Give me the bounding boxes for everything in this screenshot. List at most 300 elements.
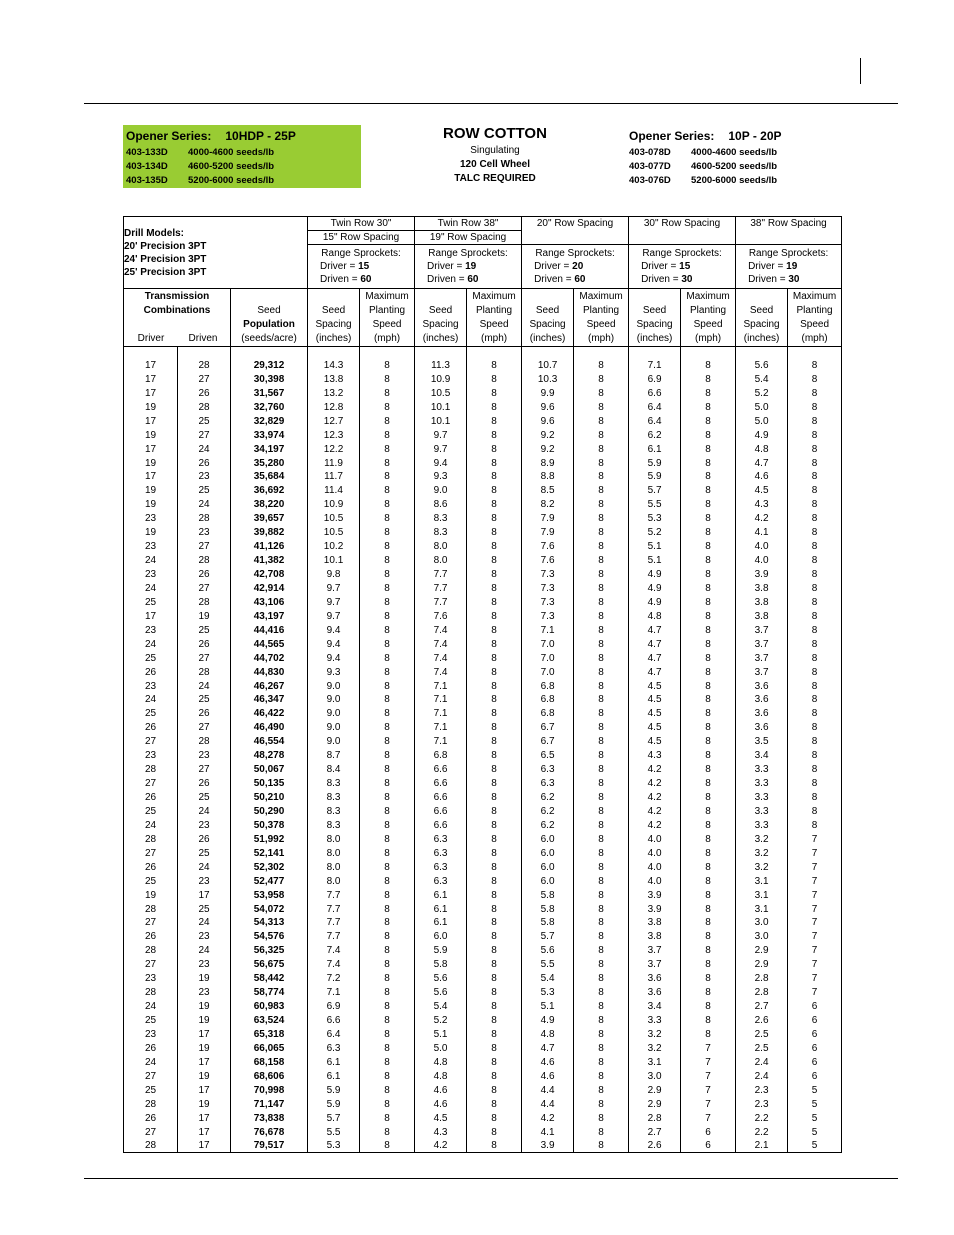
spacing-cell: 6.1 <box>629 442 681 456</box>
spacing-cell: 7.6 <box>522 540 574 554</box>
speed-cell: 8 <box>467 902 522 916</box>
spacing-cell: 10.9 <box>415 372 467 386</box>
spacing-cell: 4.5 <box>736 484 788 498</box>
speed-cell: 8 <box>788 554 842 568</box>
table-row <box>124 972 842 986</box>
driven-cell: 27 <box>178 763 231 777</box>
driven-cell: 19 <box>178 609 231 623</box>
spacing-cell: 6.2 <box>629 428 681 442</box>
speed-cell: 8 <box>788 818 842 832</box>
spacing-cell: 5.3 <box>629 512 681 526</box>
spacing-cell: 8.8 <box>522 470 574 484</box>
speed-cell: 8 <box>360 526 415 540</box>
driven-cell: 28 <box>178 359 231 373</box>
driven-cell: 24 <box>178 860 231 874</box>
table-row <box>124 1111 842 1125</box>
table-row <box>124 1083 842 1097</box>
spacing-cell: 11.7 <box>308 470 360 484</box>
driven-cell: 19 <box>178 972 231 986</box>
speed-cell: 8 <box>467 554 522 568</box>
table-row <box>124 791 842 805</box>
speed-cell: 8 <box>467 916 522 930</box>
spacing-label: Seed <box>428 305 453 316</box>
table-row <box>124 1069 842 1083</box>
speed-cell: 8 <box>360 1097 415 1111</box>
spacing-cell: 4.8 <box>736 442 788 456</box>
speed-cell: 7 <box>681 1041 736 1055</box>
meter-type: Singulating <box>470 145 520 156</box>
spacing-cell: 4.8 <box>415 1069 467 1083</box>
spacing-cell: 7.3 <box>522 582 574 596</box>
spacing-cell: 5.2 <box>629 526 681 540</box>
speed-header <box>360 289 415 347</box>
spacing-cell: 7.3 <box>522 609 574 623</box>
driver-cell: 25 <box>124 651 178 665</box>
population-cell: 46,490 <box>231 721 308 735</box>
spacing-cell: 4.2 <box>736 512 788 526</box>
spacing-cell: 3.3 <box>736 818 788 832</box>
population-cell: 54,072 <box>231 902 308 916</box>
speed-cell: 8 <box>467 721 522 735</box>
speed-cell: 8 <box>467 1055 522 1069</box>
seed-range: 5200-6000 seeds/lb <box>188 175 275 186</box>
spacing-cell: 7.7 <box>308 902 360 916</box>
speed-cell: 6 <box>681 1139 736 1153</box>
speed-cell: 8 <box>574 916 629 930</box>
speed-unit: (mph) <box>373 333 401 344</box>
speed-cell: 8 <box>681 805 736 819</box>
speed-cell: 8 <box>360 372 415 386</box>
table-row <box>124 874 842 888</box>
speed-cell: 8 <box>467 386 522 400</box>
speed-cell: 8 <box>574 1041 629 1055</box>
spacing-cell: 5.4 <box>415 1000 467 1014</box>
speed-cell: 8 <box>681 791 736 805</box>
speed-label: Planting <box>796 305 833 316</box>
speed-cell: 8 <box>574 930 629 944</box>
sprocket-label: Range Sprockets: <box>321 248 401 259</box>
population-cell: 46,554 <box>231 735 308 749</box>
table-row <box>124 721 842 735</box>
spacing-cell: 7.7 <box>308 916 360 930</box>
speed-cell: 8 <box>681 1028 736 1042</box>
spacing-header <box>522 289 574 347</box>
table-row <box>124 930 842 944</box>
speed-cell: 8 <box>467 609 522 623</box>
population-cell: 44,565 <box>231 637 308 651</box>
table-row <box>124 609 842 623</box>
speed-cell: 8 <box>467 637 522 651</box>
speed-cell: 8 <box>467 582 522 596</box>
spacing-cell: 2.4 <box>736 1055 788 1069</box>
table-row <box>124 888 842 902</box>
speed-cell: 8 <box>681 958 736 972</box>
spacing-cell: 6.6 <box>415 777 467 791</box>
driven-cell: 23 <box>178 930 231 944</box>
spacing-cell: 3.1 <box>736 902 788 916</box>
population-cell: 31,567 <box>231 386 308 400</box>
speed-cell: 7 <box>681 1097 736 1111</box>
speed-cell: 8 <box>681 623 736 637</box>
speed-cell: 8 <box>360 874 415 888</box>
spacing-cell: 6.1 <box>308 1055 360 1069</box>
spacing-cell: 7.9 <box>522 512 574 526</box>
part-number: 403-078D <box>629 147 671 158</box>
speed-cell: 8 <box>788 526 842 540</box>
table-body <box>124 359 842 1153</box>
population-cell: 41,382 <box>231 554 308 568</box>
table-row <box>124 1139 842 1153</box>
group-header: Twin Row 30" <box>308 217 415 231</box>
speed-cell: 8 <box>788 651 842 665</box>
speed-cell: 8 <box>574 595 629 609</box>
speed-cell: 8 <box>360 944 415 958</box>
driven-cell: 25 <box>178 623 231 637</box>
spacing-cell: 5.9 <box>629 470 681 484</box>
driven-column-label: Driven <box>188 333 218 344</box>
spacing-cell: 4.8 <box>522 1028 574 1042</box>
driver-cell: 17 <box>124 414 178 428</box>
table-row <box>124 484 842 498</box>
spacing-cell: 8.7 <box>308 749 360 763</box>
spacing-cell: 6.0 <box>522 874 574 888</box>
population-cell: 34,197 <box>231 442 308 456</box>
table-row <box>124 1028 842 1042</box>
driver-number: 20 <box>572 261 584 272</box>
population-cell: 43,197 <box>231 609 308 623</box>
spacing-cell: 9.0 <box>308 679 360 693</box>
speed-cell: 8 <box>788 749 842 763</box>
spacing-cell: 2.3 <box>736 1097 788 1111</box>
driver-cell: 28 <box>124 986 178 1000</box>
spacing-cell: 2.5 <box>736 1041 788 1055</box>
driven-cell: 28 <box>178 595 231 609</box>
population-cell: 66,065 <box>231 1041 308 1055</box>
population-cell: 35,280 <box>231 456 308 470</box>
driven-label: Driven = <box>427 274 465 285</box>
spacing-cell: 6.5 <box>522 749 574 763</box>
spacing-cell: 4.2 <box>629 777 681 791</box>
spacing-cell: 3.1 <box>629 1055 681 1069</box>
spacing-cell: 4.2 <box>415 1139 467 1153</box>
spacing-cell: 10.5 <box>308 512 360 526</box>
speed-cell: 8 <box>574 1014 629 1028</box>
driven-label: Driven = <box>748 274 786 285</box>
drill-model: 20' Precision 3PT <box>124 240 207 252</box>
population-cell: 42,914 <box>231 582 308 596</box>
spacing-cell: 6.8 <box>522 693 574 707</box>
table-row <box>124 386 842 400</box>
opener-left-row <box>126 175 358 189</box>
table-row <box>124 958 842 972</box>
spacing-cell: 8.0 <box>308 874 360 888</box>
spacing-cell: 5.7 <box>308 1111 360 1125</box>
driver-cell: 19 <box>124 484 178 498</box>
spacing-cell: 2.9 <box>736 944 788 958</box>
speed-cell: 8 <box>574 386 629 400</box>
driver-cell: 26 <box>124 665 178 679</box>
spacing-cell: 4.7 <box>522 1041 574 1055</box>
speed-cell: 7 <box>788 902 842 916</box>
spacing-cell: 9.3 <box>308 665 360 679</box>
speed-cell: 8 <box>574 735 629 749</box>
speed-cell: 8 <box>681 860 736 874</box>
table-row <box>124 512 842 526</box>
population-cell: 53,958 <box>231 888 308 902</box>
driver-cell: 28 <box>124 1097 178 1111</box>
spacing-cell: 3.8 <box>629 930 681 944</box>
speed-cell: 7 <box>681 1055 736 1069</box>
population-cell: 58,774 <box>231 986 308 1000</box>
table-row <box>124 846 842 860</box>
speed-cell: 8 <box>467 888 522 902</box>
speed-cell: 8 <box>360 400 415 414</box>
spacing-cell: 9.9 <box>522 386 574 400</box>
speed-cell: 8 <box>788 470 842 484</box>
speed-cell: 8 <box>467 442 522 456</box>
driven-label: Driven = <box>641 274 679 285</box>
driven-cell: 25 <box>178 791 231 805</box>
part-number: 403-135D <box>126 175 168 186</box>
spacing-label: Seed <box>321 305 346 316</box>
spacing-cell: 4.2 <box>629 791 681 805</box>
spacing-cell: 6.1 <box>415 902 467 916</box>
spacing-cell: 7.4 <box>415 651 467 665</box>
spacing-cell: 5.8 <box>522 902 574 916</box>
spacing-cell: 10.3 <box>522 372 574 386</box>
speed-cell: 8 <box>467 707 522 721</box>
table-row <box>124 749 842 763</box>
spacing-cell: 5.8 <box>415 958 467 972</box>
speed-cell: 8 <box>360 693 415 707</box>
spacing-cell: 5.2 <box>415 1014 467 1028</box>
population-cell: 44,416 <box>231 623 308 637</box>
table-row <box>124 777 842 791</box>
population-cell: 79,517 <box>231 1139 308 1153</box>
speed-cell: 8 <box>360 860 415 874</box>
speed-cell: 8 <box>574 359 629 373</box>
speed-cell: 8 <box>360 1069 415 1083</box>
driver-cell: 23 <box>124 568 178 582</box>
speed-cell: 8 <box>681 986 736 1000</box>
population-cell: 50,210 <box>231 791 308 805</box>
spacing-cell: 3.1 <box>736 874 788 888</box>
speed-cell: 5 <box>788 1139 842 1153</box>
spacing-cell: 4.0 <box>629 846 681 860</box>
speed-cell: 8 <box>467 1069 522 1083</box>
part-number: 403-077D <box>629 161 671 172</box>
spacing-cell: 4.9 <box>736 428 788 442</box>
spacing-cell: 8.0 <box>415 540 467 554</box>
driver-cell: 27 <box>124 1125 178 1139</box>
spacing-cell: 5.1 <box>522 1000 574 1014</box>
table-row <box>124 805 842 819</box>
driven-cell: 28 <box>178 400 231 414</box>
opener-right-row <box>629 161 867 175</box>
population-unit: (seeds/acre) <box>241 333 297 344</box>
table-row <box>124 832 842 846</box>
table-row <box>124 902 842 916</box>
speed-cell: 8 <box>467 860 522 874</box>
speed-cell: 8 <box>681 442 736 456</box>
spacing-cell: 10.7 <box>522 359 574 373</box>
speed-cell: 8 <box>360 554 415 568</box>
driver-cell: 26 <box>124 1111 178 1125</box>
speed-cell: 8 <box>574 777 629 791</box>
population-header <box>231 289 308 347</box>
population-cell: 68,606 <box>231 1069 308 1083</box>
driver-value <box>629 260 735 273</box>
driver-cell: 26 <box>124 860 178 874</box>
driver-label: Driver = <box>320 261 356 272</box>
speed-cell: 8 <box>467 735 522 749</box>
driven-cell: 17 <box>178 1125 231 1139</box>
speed-cell: 7 <box>788 860 842 874</box>
speed-cell: 8 <box>574 944 629 958</box>
driver-cell: 23 <box>124 540 178 554</box>
spacing-cell: 4.0 <box>629 860 681 874</box>
speed-cell: 8 <box>574 679 629 693</box>
population-cell: 50,135 <box>231 777 308 791</box>
driven-cell: 25 <box>178 693 231 707</box>
spacing-cell: 6.8 <box>522 707 574 721</box>
speed-cell: 8 <box>574 651 629 665</box>
driven-number: 60 <box>467 274 479 285</box>
spacing-header <box>736 289 788 347</box>
speed-cell: 8 <box>360 1125 415 1139</box>
speed-cell: 8 <box>467 1041 522 1055</box>
speed-cell: 6 <box>788 1028 842 1042</box>
spacing-cell: 2.7 <box>629 1125 681 1139</box>
table-row <box>124 456 842 470</box>
driver-number: 19 <box>786 261 798 272</box>
driven-label: Driven = <box>534 274 572 285</box>
spacing-cell: 7.7 <box>415 582 467 596</box>
table-row <box>124 568 842 582</box>
speed-cell: 8 <box>788 693 842 707</box>
spacing-cell: 2.8 <box>736 986 788 1000</box>
speed-cell: 8 <box>467 414 522 428</box>
speed-cell: 8 <box>574 1139 629 1153</box>
spacing-cell: 7.3 <box>522 595 574 609</box>
speed-cell: 6 <box>788 1055 842 1069</box>
speed-cell: 7 <box>788 888 842 902</box>
driven-cell: 27 <box>178 721 231 735</box>
speed-cell: 8 <box>574 1028 629 1042</box>
speed-cell: 8 <box>360 442 415 456</box>
spacing-cell: 2.9 <box>629 1097 681 1111</box>
spacing-cell: 9.4 <box>308 623 360 637</box>
spacing-cell: 5.2 <box>736 386 788 400</box>
speed-label: Speed <box>372 319 402 330</box>
spacing-cell: 5.0 <box>736 400 788 414</box>
speed-cell: 8 <box>681 651 736 665</box>
spacing-cell: 9.7 <box>308 582 360 596</box>
range-sprockets <box>308 245 415 289</box>
spacing-cell: 6.7 <box>522 721 574 735</box>
spacing-cell: 3.6 <box>629 972 681 986</box>
table-row <box>124 595 842 609</box>
speed-label: Planting <box>582 305 620 316</box>
spacing-cell: 6.8 <box>522 679 574 693</box>
spacing-cell: 2.6 <box>736 1014 788 1028</box>
spacing-cell: 9.7 <box>308 595 360 609</box>
spacing-cell: 3.4 <box>736 749 788 763</box>
seed-range: 4000-4600 seeds/lb <box>691 147 778 158</box>
driver-cell: 17 <box>124 372 178 386</box>
spacing-cell: 8.2 <box>522 498 574 512</box>
speed-cell: 8 <box>681 916 736 930</box>
driven-cell: 27 <box>178 428 231 442</box>
seed-rate-table <box>123 216 842 1153</box>
table-row <box>124 1125 842 1139</box>
header-rule <box>84 103 898 104</box>
driven-number: 30 <box>788 274 800 285</box>
speed-cell: 8 <box>681 568 736 582</box>
speed-cell: 8 <box>467 512 522 526</box>
spacing-cell: 4.9 <box>522 1014 574 1028</box>
opener-series-left <box>123 125 361 188</box>
population-cell: 46,267 <box>231 679 308 693</box>
driver-label: Driver = <box>427 261 463 272</box>
speed-cell: 8 <box>360 749 415 763</box>
table-row <box>124 944 842 958</box>
driven-cell: 26 <box>178 832 231 846</box>
spacing-cell: 9.4 <box>308 637 360 651</box>
speed-cell: 8 <box>467 651 522 665</box>
group-header: 38" Row Spacing <box>736 217 842 245</box>
spacing-cell: 3.2 <box>736 832 788 846</box>
drill-model: 25' Precision 3PT <box>124 266 207 278</box>
spacing-cell: 9.2 <box>522 428 574 442</box>
drill-models-cell <box>124 217 308 289</box>
table-row <box>124 818 842 832</box>
population-cell: 52,302 <box>231 860 308 874</box>
speed-cell: 8 <box>360 595 415 609</box>
speed-cell: 8 <box>788 568 842 582</box>
driver-cell: 24 <box>124 637 178 651</box>
speed-cell: 8 <box>360 456 415 470</box>
speed-cell: 8 <box>574 791 629 805</box>
spacing-cell: 6.3 <box>415 860 467 874</box>
speed-cell: 8 <box>574 554 629 568</box>
sprocket-label: Range Sprockets: <box>748 248 829 259</box>
speed-cell: 8 <box>574 1097 629 1111</box>
driven-cell: 23 <box>178 470 231 484</box>
speed-cell: 8 <box>681 930 736 944</box>
speed-cell: 7 <box>788 944 842 958</box>
driver-cell: 23 <box>124 512 178 526</box>
table-row <box>124 1097 842 1111</box>
spacing-cell: 3.0 <box>736 916 788 930</box>
range-sprockets <box>522 245 629 289</box>
spacing-cell: 12.8 <box>308 400 360 414</box>
spacing-cell: 3.7 <box>736 623 788 637</box>
spacing-cell: 8.3 <box>308 777 360 791</box>
speed-cell: 8 <box>360 512 415 526</box>
spacing-cell: 3.3 <box>736 777 788 791</box>
speed-cell: 8 <box>467 986 522 1000</box>
speed-cell: 8 <box>467 540 522 554</box>
speed-cell: 8 <box>360 582 415 596</box>
speed-cell: 8 <box>574 484 629 498</box>
population-cell: 71,147 <box>231 1097 308 1111</box>
spacing-cell: 4.7 <box>629 665 681 679</box>
driver-cell: 24 <box>124 582 178 596</box>
speed-cell: 8 <box>681 609 736 623</box>
spacing-cell: 3.8 <box>629 916 681 930</box>
speed-cell: 8 <box>681 832 736 846</box>
